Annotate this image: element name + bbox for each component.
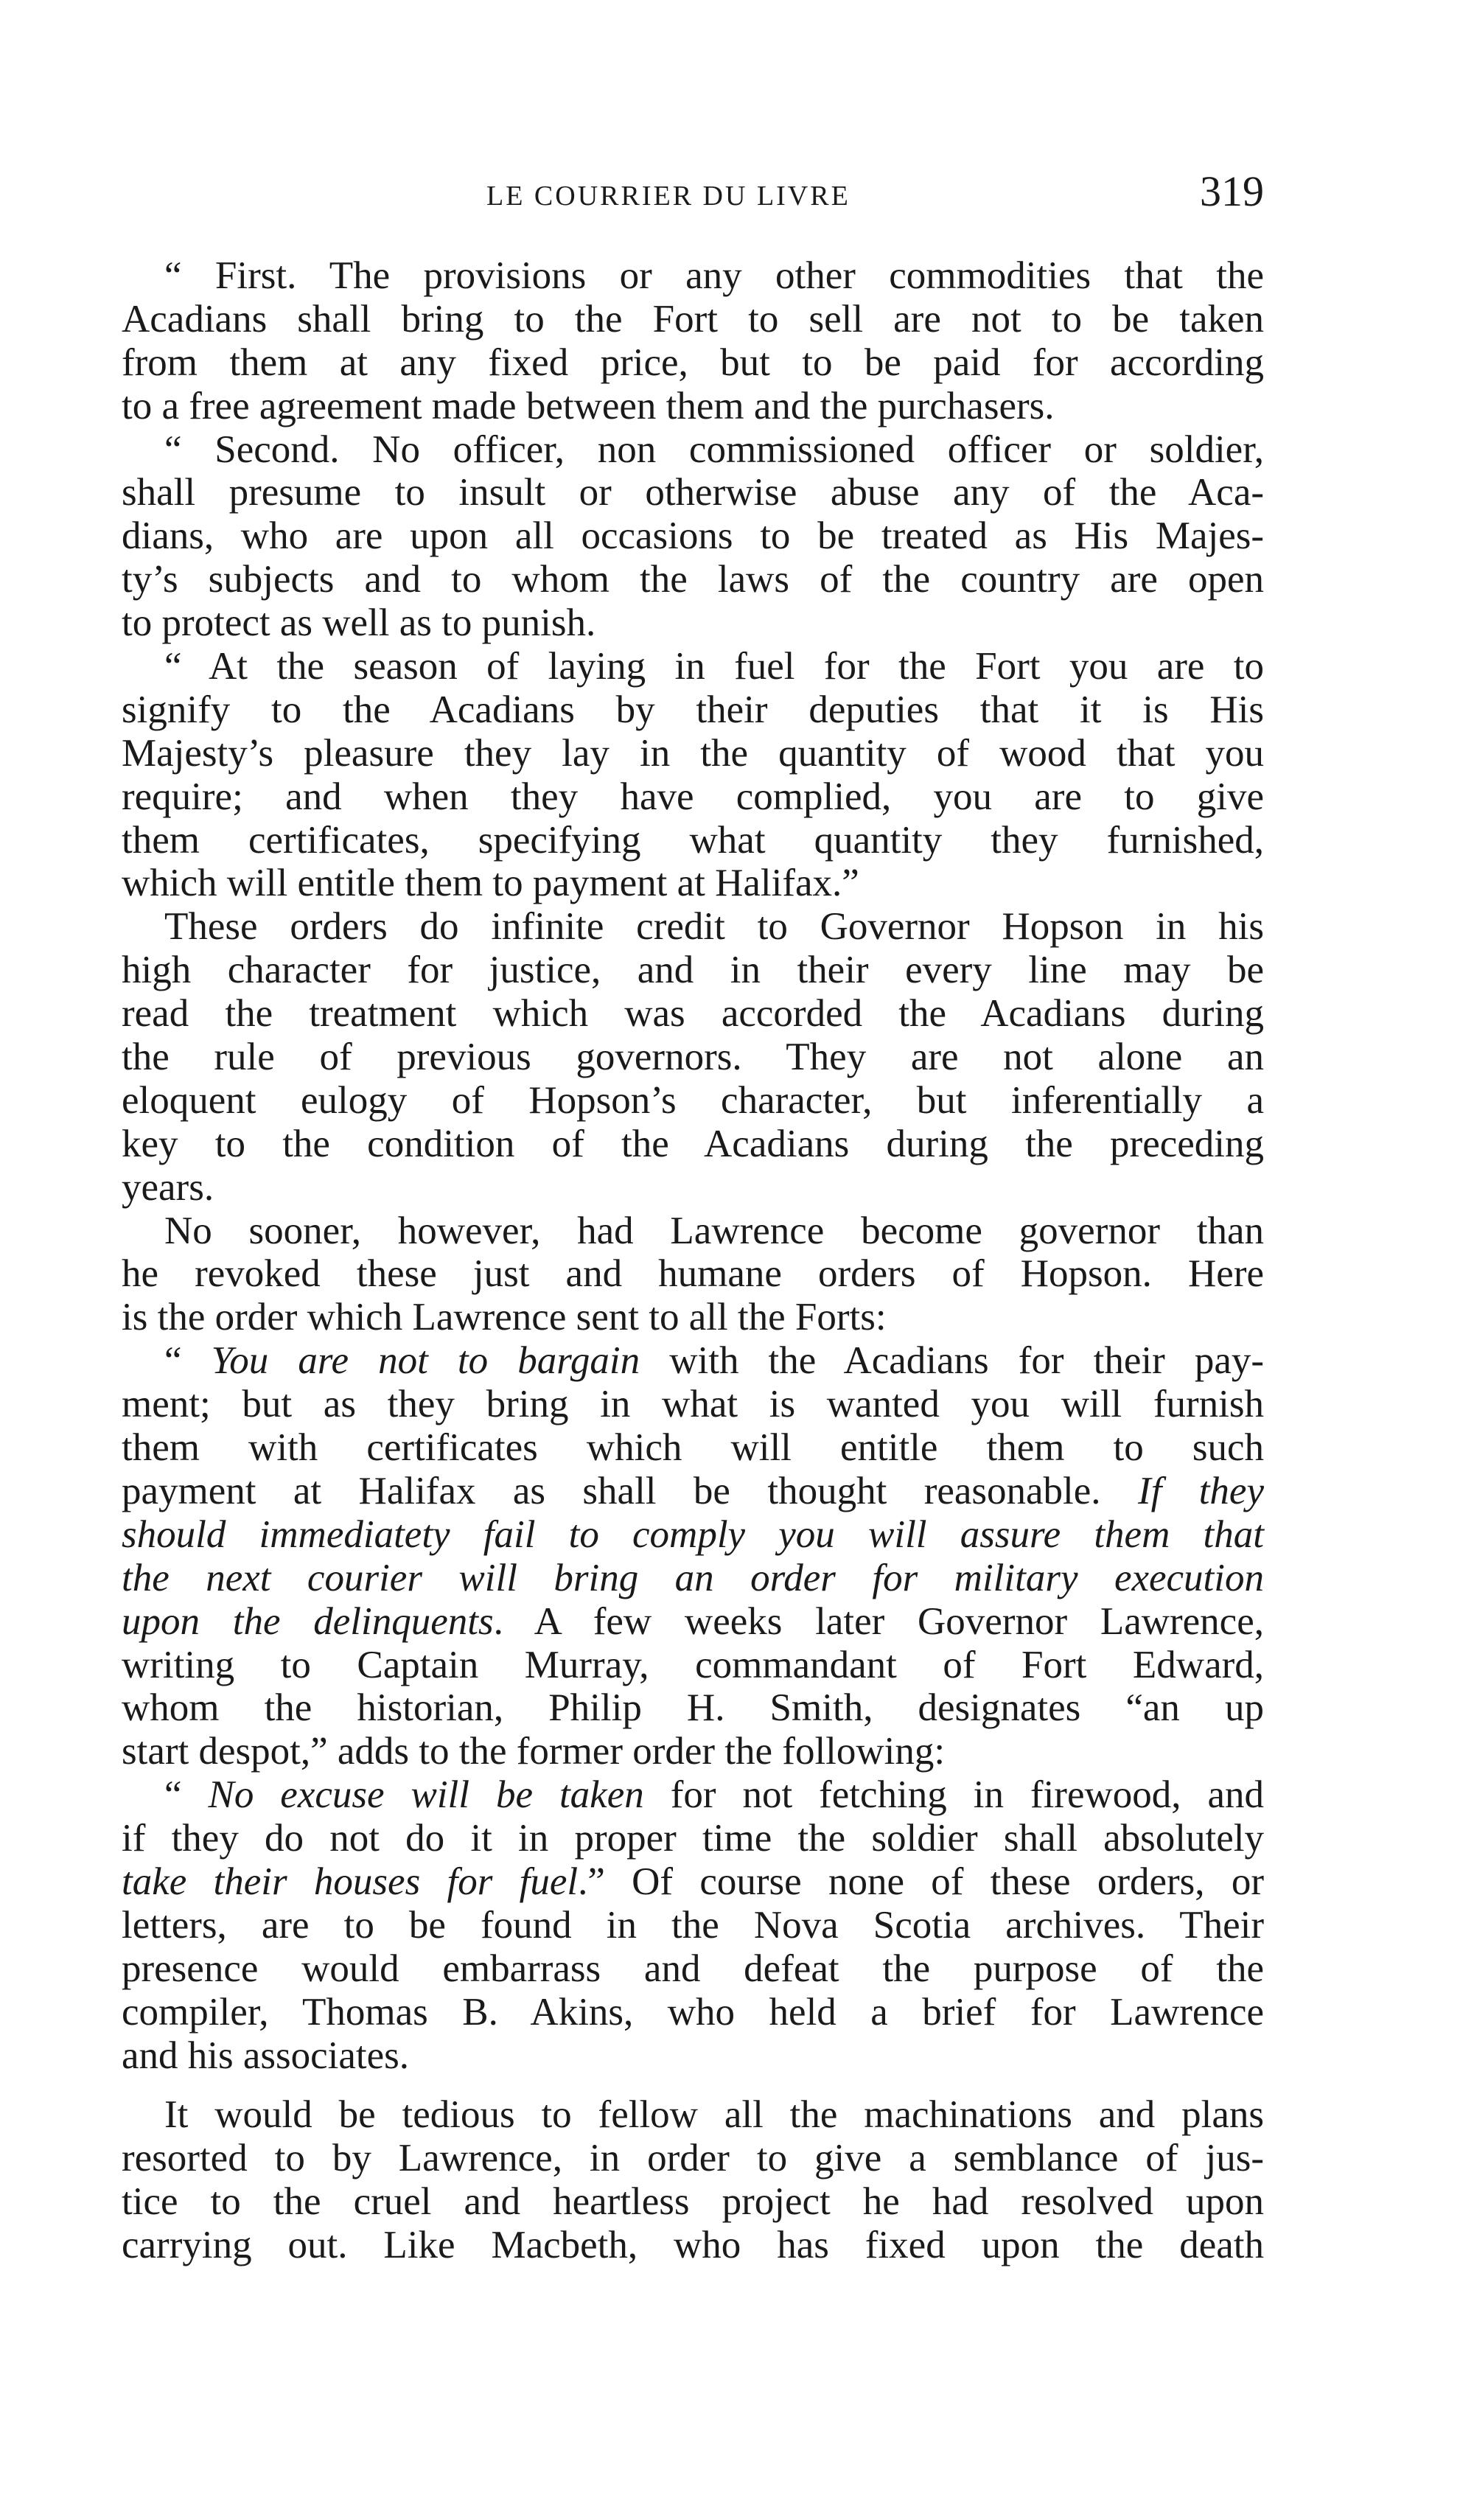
text-line: presence would embarrass and defeat the purpose of the — [122, 1947, 1264, 1990]
paragraph — [122, 1339, 1264, 1773]
text-line — [122, 1557, 1264, 1600]
italic-phrase: You are not to bargain — [211, 1339, 640, 1383]
italic-phrase: upon the delinquents — [122, 1599, 494, 1643]
paragraph — [122, 905, 1264, 1209]
body-text — [122, 254, 1264, 2267]
text-line: from them at any fixed price, but to be paid for according — [122, 341, 1264, 384]
text-line: compiler, Thomas B. Akins, who held a brief for Lawrence — [122, 1990, 1264, 2034]
text-line: signify to the Acadians by their deputies that it is His — [122, 688, 1264, 731]
text-line: It would be tedious to fellow all the machinations and plans — [164, 2093, 1264, 2137]
running-title: LE COURRIER DU LIVRE — [486, 181, 850, 212]
text-line: dians, who are upon all occasions to be treated as His Majes- — [122, 514, 1264, 558]
text-line: These orders do infinite credit to Governor Hopson in his — [164, 905, 1264, 949]
text-line — [122, 1513, 1264, 1557]
text-line: start despot,” adds to the former order the following: — [122, 1730, 946, 1773]
text-line: “ Second. No officer, non commissioned officer or soldier, — [164, 427, 1264, 471]
paragraph — [122, 1210, 1264, 1340]
italic-phrase: take their houses for fuel — [122, 1860, 579, 1903]
text-line: No sooner, however, had Lawrence become governor than — [164, 1209, 1264, 1252]
text-line: upon the delinquents. A few weeks later Governor Lawrence, — [122, 1599, 1264, 1643]
text-line: carrying out. Like Macbeth, who has fixed upon the death — [122, 2224, 1264, 2267]
text-line: them with certificates which will entitle them to such — [122, 1426, 1264, 1470]
text-line: to a free agreement made between them and the purchasers. — [122, 384, 1055, 427]
text-line: require; and when they have complied, you are to give — [122, 775, 1264, 818]
text-line: ment; but as they bring in what is wanted you will furnish — [122, 1383, 1264, 1426]
text-line: “ No excuse will be taken for not fetching in firewood, and — [164, 1773, 1264, 1817]
text-line: eloquent eulogy of Hopson’s character, but inferentially a — [122, 1078, 1264, 1122]
italic-phrase: If they — [1137, 1469, 1264, 1512]
text-line: payment at Halifax as shall be thought reasonable. If they — [122, 1469, 1264, 1512]
paragraph — [122, 2093, 1264, 2267]
text-line: “ First. The provisions or any other commodities that the — [164, 254, 1264, 297]
page-number: 319 — [1200, 167, 1264, 215]
text-line: resorted to by Lawrence, in order to give a semblance of jus- — [122, 2137, 1264, 2180]
text-line: high character for justice, and in their every line may be — [122, 949, 1264, 992]
italic-phrase: the next courier will bring an order for military execution — [122, 1556, 1264, 1599]
text-line: read the treatment which was accorded the Acadians during — [122, 992, 1264, 1036]
text-line: Majesty’s pleasure they lay in the quantity of wood that you — [122, 731, 1264, 775]
text-line: is the order which Lawrence sent to all the Forts: — [122, 1296, 887, 1339]
text-line: letters, are to be found in the Nova Scotia archives. Their — [122, 1903, 1264, 1947]
paragraph — [122, 428, 1264, 645]
paragraph — [122, 645, 1264, 905]
text-line: them certificates, specifying what quantity they furnished, — [122, 818, 1264, 862]
text-line: writing to Captain Murray, commandant of Fort Edward, — [122, 1643, 1264, 1686]
text-line: and his associates. — [122, 2034, 410, 2077]
text-line: “ At the season of laying in fuel for the Fort you are to — [164, 645, 1264, 688]
text-line: whom the historian, Philip H. Smith, designates “an up — [122, 1686, 1264, 1730]
text-line: Acadians shall bring to the Fort to sell are not to be taken — [122, 297, 1264, 341]
paragraph — [122, 1773, 1264, 2077]
text-line: shall presume to insult or otherwise abuse any of the Aca- — [122, 471, 1264, 514]
text-line: years. — [122, 1165, 214, 1209]
text-line: which will entitle them to payment at Halifax.” — [122, 862, 859, 905]
paragraph-gap — [122, 2077, 1264, 2093]
text-line: the rule of previous governors. They are not alone an — [122, 1036, 1264, 1079]
italic-phrase: should immediatety fail to comply you will assure them that — [122, 1512, 1264, 1556]
text-line: take their houses for fuel.” Of course none of these orders, or — [122, 1860, 1264, 1903]
italic-phrase: No excuse will be taken — [208, 1773, 644, 1817]
paragraph — [122, 254, 1264, 428]
text-line: ty’s subjects and to whom the laws of the country are open — [122, 558, 1264, 601]
text-line: if they do not do it in proper time the soldier shall absolutely — [122, 1817, 1264, 1860]
text-line: he revoked these just and humane orders of Hopson. Here — [122, 1252, 1264, 1296]
text-line: “ You are not to bargain with the Acadians for their pay- — [164, 1339, 1265, 1383]
text-line: to protect as well as to punish. — [122, 601, 596, 645]
text-line: key to the condition of the Acadians during the preceding — [122, 1122, 1264, 1165]
page-header — [122, 167, 1264, 226]
text-line: tice to the cruel and heartless project he had resolved upon — [122, 2180, 1264, 2224]
